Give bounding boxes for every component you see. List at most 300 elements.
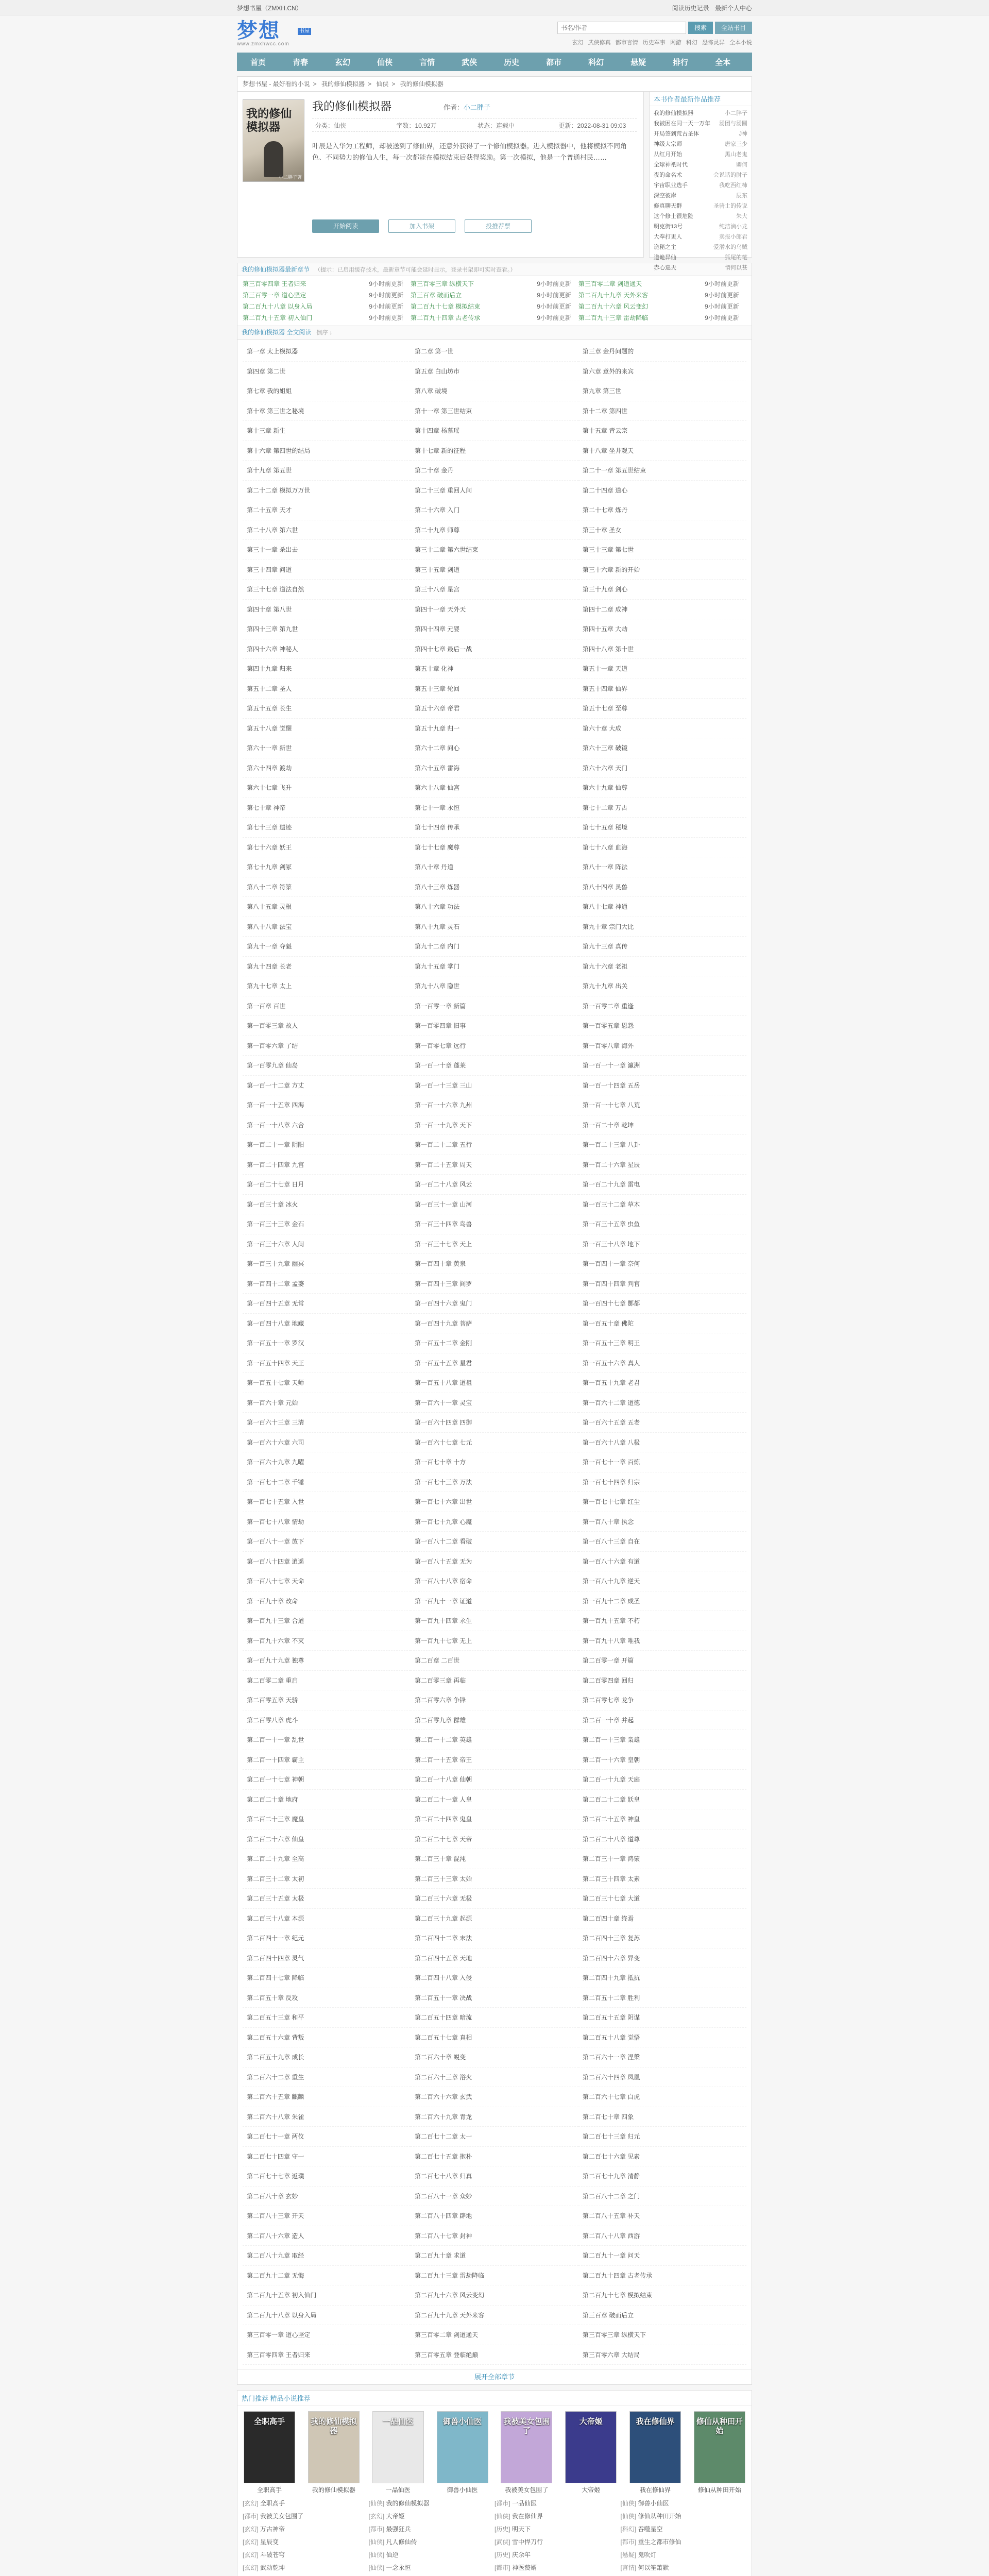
hot-book-name[interactable]: 大帝姬 [582, 2486, 601, 2494]
chapter-link[interactable]: 第三百零一章 道心坚定 [243, 2325, 411, 2345]
chapter-link[interactable]: 第一百七十二章 千锤 [243, 1472, 411, 1493]
chapter-link[interactable]: 第一百三十二章 草木 [578, 1195, 746, 1215]
chapter-link[interactable]: 第二百八十九章 取经 [243, 2246, 411, 2266]
chapter-link[interactable]: 第一百零五章 恩怨 [578, 1016, 746, 1036]
chapter-link[interactable]: 第一百九十一章 证道 [411, 1591, 578, 1612]
hot-list-item[interactable] [621, 2497, 747, 2510]
hot-list-item[interactable] [369, 2510, 495, 2523]
chapter-link[interactable]: 第一百六十二章 道德 [578, 1393, 746, 1413]
chapter-link[interactable]: 第六十二章 问心 [411, 738, 578, 758]
hot-book[interactable] [500, 2411, 553, 2494]
sidebar-book-item[interactable] [654, 201, 747, 211]
chapter-link[interactable]: 第九十九章 出关 [578, 976, 746, 996]
chapter-link[interactable]: 第一百八十一章 放下 [243, 1532, 411, 1552]
latest-chapter-title[interactable]: 第三百零一章 道心坚定 [243, 292, 306, 299]
chapter-link[interactable]: 第八十三章 炼器 [411, 877, 578, 897]
chapter-link[interactable]: 第二十九章 师尊 [411, 520, 578, 540]
chapter-link[interactable]: 第二百三十六章 无极 [411, 1889, 578, 1909]
chapter-link[interactable]: 第一百三十九章 幽冥 [243, 1254, 411, 1274]
chapter-link[interactable]: 第一百八十九章 逆天 [578, 1571, 746, 1591]
nav-item[interactable]: 悬疑 [630, 58, 646, 67]
chapter-link[interactable]: 第五十六章 帝君 [411, 699, 578, 719]
chapter-link[interactable]: 第一百九十章 改命 [243, 1591, 411, 1612]
chapter-link[interactable]: 第一百四十五章 无常 [243, 1294, 411, 1314]
hot-book-cover[interactable]: 一品仙医 [372, 2411, 424, 2483]
nav-item[interactable]: 历史 [504, 58, 520, 67]
chapter-link[interactable]: 第二百零七章 龙争 [578, 1690, 746, 1710]
latest-chapter[interactable] [243, 301, 411, 312]
chapter-link[interactable]: 第四十六章 神秘人 [243, 639, 411, 659]
chapter-link[interactable]: 第一百七十八章 情劫 [243, 1512, 411, 1532]
hot-list-item[interactable] [243, 2510, 369, 2523]
chapter-link[interactable]: 第一百七十四章 归宗 [578, 1472, 746, 1493]
chapter-link[interactable]: 第九十六章 老祖 [578, 957, 746, 977]
chapter-link[interactable]: 第二百六十八章 朱雀 [243, 2107, 411, 2127]
chapter-link[interactable]: 第九十三章 真传 [578, 937, 746, 957]
chapter-link[interactable]: 第二百七十八章 归真 [411, 2166, 578, 2187]
search-button[interactable]: 搜索 [688, 22, 713, 34]
hot-list-title[interactable]: 何以笙箫默 [638, 2564, 669, 2571]
chapter-link[interactable]: 第一百七十五章 入世 [243, 1492, 411, 1512]
chapter-link[interactable]: 第一百九十二章 成圣 [578, 1591, 746, 1612]
chapter-link[interactable]: 第二百一十六章 皇朝 [578, 1750, 746, 1770]
sidebar-book-title[interactable]: 大奉打更人 [654, 234, 682, 240]
hot-book-name[interactable]: 我的修仙模拟器 [312, 2486, 355, 2494]
latest-chapter-title[interactable]: 第二百九十四章 古老传承 [410, 314, 481, 321]
site-logo[interactable]: 梦想 书屋 www.zmxhwcc.com [237, 21, 314, 47]
hot-list-title[interactable]: 我被美女包围了 [260, 2513, 304, 2520]
latest-chapter[interactable] [578, 290, 746, 301]
chapter-link[interactable]: 第二十五章 天才 [243, 500, 411, 520]
chapter-link[interactable]: 第一百三十四章 鸟兽 [411, 1214, 578, 1234]
chapter-link[interactable]: 第一百六十六章 六司 [243, 1433, 411, 1453]
chapter-link[interactable]: 第七十四章 传承 [411, 818, 578, 838]
chapter-link[interactable]: 第一百三十七章 天上 [411, 1234, 578, 1255]
chapter-link[interactable]: 第八十章 丹道 [411, 857, 578, 877]
hot-book[interactable] [307, 2411, 361, 2494]
hotword[interactable]: 网游 [670, 40, 681, 46]
chapter-link[interactable]: 第一百二十章 乾坤 [578, 1115, 746, 1136]
chapter-link[interactable]: 第二百七十四章 守一 [243, 2147, 411, 2167]
hot-list-title[interactable]: 修仙从种田开始 [638, 2513, 681, 2520]
hot-book[interactable] [436, 2411, 489, 2494]
hotword[interactable]: 全本小说 [729, 40, 752, 46]
chapter-link[interactable]: 第二十三章 重回人间 [411, 481, 578, 501]
chapter-link[interactable]: 第二百五十章 反攻 [243, 1988, 411, 2008]
hot-list-item[interactable] [621, 2523, 747, 2536]
chapter-link[interactable]: 第二百六十六章 玄武 [411, 2087, 578, 2107]
chapter-link[interactable]: 第二十八章 第六世 [243, 520, 411, 540]
chapter-link[interactable]: 第二百七十九章 清静 [578, 2166, 746, 2187]
chapter-link[interactable]: 第八十八章 法宝 [243, 917, 411, 937]
chapter-link[interactable]: 第二百二十五章 神皇 [578, 1809, 746, 1829]
hot-list-title[interactable]: 庆余年 [512, 2551, 531, 2558]
chapter-link[interactable]: 第二百一十三章 枭雄 [578, 1730, 746, 1750]
chapter-link[interactable]: 第一百五十四章 天王 [243, 1353, 411, 1374]
nav-item[interactable]: 青春 [293, 58, 309, 67]
chapter-link[interactable]: 第一百八十三章 自在 [578, 1532, 746, 1552]
nav-item[interactable]: 言情 [419, 58, 435, 67]
chapter-link[interactable]: 第一百二十一章 阴阳 [243, 1135, 411, 1155]
chapter-link[interactable]: 第二百二十四章 鬼皇 [411, 1809, 578, 1829]
sidebar-book-title[interactable]: 我被困在同一天一万年 [654, 121, 710, 127]
chapter-link[interactable]: 第一百七十三章 万法 [411, 1472, 578, 1493]
chapter-link[interactable]: 第二百八十七章 封神 [411, 2226, 578, 2246]
chapter-link[interactable]: 第二百九十四章 古老传承 [578, 2266, 746, 2286]
hot-book-cover[interactable]: 我被美女包围了 [501, 2411, 552, 2483]
latest-chapter-title[interactable]: 第二百九十七章 模拟结束 [410, 303, 481, 310]
nav-item[interactable]: 全本 [715, 58, 731, 67]
chapter-link[interactable]: 第二百零四章 回归 [578, 1671, 746, 1691]
chapter-link[interactable]: 第一百一十四章 五岳 [578, 1076, 746, 1096]
chapter-link[interactable]: 第三章 金丹问题的 [578, 342, 746, 362]
chapter-link[interactable]: 第一百九十五章 不朽 [578, 1611, 746, 1631]
chapter-link[interactable]: 第九十四章 长老 [243, 957, 411, 977]
chapter-link[interactable]: 第一百九十九章 独尊 [243, 1651, 411, 1671]
latest-chapter-title[interactable]: 第二百九十八章 以身入局 [243, 303, 313, 310]
chapter-link[interactable]: 第一百零七章 远行 [411, 1036, 578, 1056]
sidebar-book-item[interactable] [654, 170, 747, 180]
chapter-link[interactable]: 第一百零三章 故人 [243, 1016, 411, 1036]
chapter-link[interactable]: 第一百零六章 了结 [243, 1036, 411, 1056]
chapter-link[interactable]: 第二百七十五章 抱朴 [411, 2147, 578, 2167]
chapter-link[interactable]: 第二百八十一章 众妙 [411, 2187, 578, 2207]
chapter-link[interactable]: 第五十七章 至尊 [578, 699, 746, 719]
chapter-link[interactable]: 第二百一十八章 仙朝 [411, 1770, 578, 1790]
chapter-link[interactable]: 第一百三十六章 人间 [243, 1234, 411, 1255]
hot-book-cover[interactable]: 全职高手 [244, 2411, 295, 2483]
start-reading-button[interactable]: 开始阅读 [312, 219, 379, 233]
hot-list-title[interactable]: 雪中悍刀行 [512, 2538, 543, 2546]
chapter-link[interactable]: 第一百八十六章 有道 [578, 1552, 746, 1572]
sidebar-book-item[interactable] [654, 129, 747, 139]
chapter-link[interactable]: 第三十三章 第七世 [578, 540, 746, 560]
sidebar-book-item[interactable] [654, 252, 747, 263]
hot-list-item[interactable] [369, 2562, 495, 2574]
latest-chapter-title[interactable]: 第三百零三章 纵横天下 [410, 280, 474, 287]
sidebar-book-title[interactable]: 开局签到荒古圣体 [654, 131, 699, 137]
author-link[interactable]: 小二胖子 [464, 104, 491, 111]
chapter-link[interactable]: 第三十章 圣女 [578, 520, 746, 540]
chapter-link[interactable]: 第二百七十七章 返璞 [243, 2166, 411, 2187]
sidebar-book-title[interactable]: 明克街13号 [654, 224, 683, 230]
hot-list-title[interactable]: 全职高手 [260, 2500, 285, 2507]
chapter-link[interactable]: 第四十九章 归来 [243, 659, 411, 679]
chapter-link[interactable]: 第二百六十二章 重生 [243, 2067, 411, 2088]
chapter-link[interactable]: 第三百零五章 登临绝巅 [411, 2345, 578, 2365]
chapter-link[interactable]: 第二百九十七章 模拟结束 [578, 2285, 746, 2306]
chapter-link[interactable]: 第六十三章 破镜 [578, 738, 746, 758]
chapter-link[interactable]: 第二百六十三章 浴火 [411, 2067, 578, 2088]
chapter-link[interactable]: 第一百七十一章 百炼 [578, 1452, 746, 1472]
latest-chapter[interactable] [243, 290, 411, 301]
recommend-button[interactable]: 投推荐票 [465, 219, 532, 233]
chapter-link[interactable]: 第一百五十八章 道祖 [411, 1373, 578, 1393]
chapter-link[interactable]: 第一百九十七章 无上 [411, 1631, 578, 1651]
chapter-link[interactable]: 第八十九章 灵石 [411, 917, 578, 937]
chapter-link[interactable]: 第七十二章 万古 [578, 798, 746, 818]
chapter-link[interactable]: 第一百一十七章 八荒 [578, 1095, 746, 1115]
chapter-link[interactable]: 第八十四章 灵兽 [578, 877, 746, 897]
sidebar-book-item[interactable] [654, 139, 747, 149]
hot-book-cover[interactable]: 大帝姬 [565, 2411, 617, 2483]
hot-list-item[interactable] [369, 2497, 495, 2510]
sidebar-book-title[interactable]: 从红月开始 [654, 151, 682, 158]
hot-book-cover[interactable]: 我的修仙模拟器 [308, 2411, 360, 2483]
latest-chapter[interactable] [578, 278, 746, 290]
chapter-link[interactable]: 第二百三十七章 大道 [578, 1889, 746, 1909]
sidebar-book-title[interactable]: 诡秘之主 [654, 244, 676, 250]
chapter-link[interactable]: 第一百八十章 执念 [578, 1512, 746, 1532]
hotword[interactable]: 历史军事 [642, 40, 666, 46]
chapter-link[interactable]: 第二十章 金丹 [411, 461, 578, 481]
hot-list-item[interactable] [621, 2549, 747, 2562]
chapter-link[interactable]: 第一百五十章 佛陀 [578, 1314, 746, 1334]
latest-chapter[interactable] [411, 278, 578, 290]
chapter-link[interactable]: 第六十一章 新世 [243, 738, 411, 758]
chapter-link[interactable]: 第二百九十章 求道 [411, 2246, 578, 2266]
chapter-link[interactable]: 第二百五十三章 和平 [243, 2008, 411, 2028]
chapter-link[interactable]: 第一百四十四章 判官 [578, 1274, 746, 1294]
nav-item[interactable]: 科幻 [588, 58, 604, 67]
chapter-link[interactable]: 第二百零五章 天骄 [243, 1690, 411, 1710]
hot-book-name[interactable]: 修仙从种田开始 [697, 2486, 741, 2494]
sidebar-book-item[interactable] [654, 118, 747, 129]
chapter-link[interactable]: 第二百七十六章 见素 [578, 2147, 746, 2167]
chapter-link[interactable]: 第七章 我的姐姐 [243, 381, 411, 401]
hot-list-item[interactable] [494, 2510, 621, 2523]
chapter-link[interactable]: 第二百五十五章 阴谋 [578, 2008, 746, 2028]
chapter-link[interactable]: 第一百一十六章 九州 [411, 1095, 578, 1115]
chapter-link[interactable]: 第一百一十章 蓬莱 [411, 1056, 578, 1076]
chapter-link[interactable]: 第七十八章 血海 [578, 838, 746, 858]
all-books-button[interactable]: 全站书目 [715, 22, 752, 34]
chapter-link[interactable]: 第八十七章 神通 [578, 897, 746, 917]
nav-item[interactable]: 仙侠 [377, 58, 393, 67]
latest-chapter-title[interactable]: 第二百九十五章 初入仙门 [243, 314, 313, 321]
chapter-link[interactable]: 第一百九十八章 唯我 [578, 1631, 746, 1651]
chapter-link[interactable]: 第二百五十六章 背叛 [243, 2028, 411, 2048]
hotword[interactable]: 玄幻 [572, 40, 584, 46]
chapter-link[interactable]: 第四章 第二世 [243, 362, 411, 382]
chapter-link[interactable]: 第二百六十五章 麒麟 [243, 2087, 411, 2107]
chapter-link[interactable]: 第一百四十章 黄泉 [411, 1254, 578, 1274]
hot-list-title[interactable]: 仙逆 [386, 2551, 399, 2558]
chapter-link[interactable]: 第九十一章 夺魁 [243, 937, 411, 957]
chapter-link[interactable]: 第一百六十九章 九曜 [243, 1452, 411, 1472]
chapter-link[interactable]: 第七十三章 遗迹 [243, 818, 411, 838]
hot-list-item[interactable] [243, 2549, 369, 2562]
chapter-link[interactable]: 第二百七十二章 太一 [411, 2127, 578, 2147]
chapter-link[interactable]: 第三百零三章 纵横天下 [578, 2325, 746, 2345]
chapter-link[interactable]: 第一百三十三章 金石 [243, 1214, 411, 1234]
chapter-link[interactable]: 第一百六十一章 灵宝 [411, 1393, 578, 1413]
latest-chapter[interactable] [578, 301, 746, 312]
reading-history-link[interactable]: 阅读历史记录 [672, 4, 709, 12]
chapter-link[interactable]: 第二十一章 第五世结束 [578, 461, 746, 481]
chapter-link[interactable]: 第一百二十七章 日月 [243, 1175, 411, 1195]
chapter-link[interactable]: 第一百二十八章 风云 [411, 1175, 578, 1195]
hot-list-item[interactable] [621, 2562, 747, 2574]
latest-chapter[interactable] [243, 312, 411, 324]
chapter-link[interactable]: 第二百四十七章 降临 [243, 1968, 411, 1988]
chapter-link[interactable]: 第三百零四章 王者归来 [243, 2345, 411, 2365]
chapter-link[interactable]: 第二百四十章 终焉 [578, 1909, 746, 1929]
chapter-link[interactable]: 第三十一章 杀出去 [243, 540, 411, 560]
sidebar-book-title[interactable]: 赤心巡天 [654, 265, 676, 271]
hot-list-title[interactable]: 重生之都市修仙 [638, 2538, 681, 2546]
chapter-link[interactable]: 第二百五十二章 胜利 [578, 1988, 746, 2008]
chapter-link[interactable]: 第五十章 化神 [411, 659, 578, 679]
chapter-link[interactable]: 第十三章 新生 [243, 421, 411, 441]
chapter-link[interactable]: 第二百二十二章 妖皇 [578, 1790, 746, 1810]
chapter-link[interactable]: 第四十章 第八世 [243, 600, 411, 620]
chapter-link[interactable]: 第七十五章 秘境 [578, 818, 746, 838]
hot-list-item[interactable] [243, 2497, 369, 2510]
chapter-link[interactable]: 第二百一十五章 帝王 [411, 1750, 578, 1770]
chapter-link[interactable]: 第六十六章 天门 [578, 758, 746, 778]
chapter-link[interactable]: 第六章 意外的来宾 [578, 362, 746, 382]
chapter-link[interactable]: 第一百一十五章 四海 [243, 1095, 411, 1115]
chapter-link[interactable]: 第二十四章 道心 [578, 481, 746, 501]
chapter-link[interactable]: 第一百六十三章 三清 [243, 1413, 411, 1433]
search-input[interactable] [557, 22, 686, 34]
chapter-link[interactable]: 第五十二章 圣人 [243, 679, 411, 699]
chapter-link[interactable]: 第一百一十一章 瀛洲 [578, 1056, 746, 1076]
chapter-link[interactable]: 第二百三十一章 鸿蒙 [578, 1849, 746, 1869]
latest-chapter-title[interactable]: 第三百章 破而后立 [410, 292, 462, 299]
sidebar-book-item[interactable] [654, 222, 747, 232]
chapter-link[interactable]: 第三十七章 道法自然 [243, 580, 411, 600]
hot-list-item[interactable] [369, 2536, 495, 2549]
book-cover[interactable]: 我的修仙模拟器 小二胖子著 [243, 99, 304, 182]
chapter-link[interactable]: 第二百四十三章 复苏 [578, 1928, 746, 1948]
chapter-link[interactable]: 第十七章 新的征程 [411, 441, 578, 461]
chapter-link[interactable]: 第七十章 神帝 [243, 798, 411, 818]
chapter-link[interactable]: 第三十六章 新的开始 [578, 560, 746, 580]
chapter-link[interactable]: 第二百章 二百世 [411, 1651, 578, 1671]
chapter-link[interactable]: 第一百零九章 仙岛 [243, 1056, 411, 1076]
chapter-link[interactable]: 第三十五章 剑道 [411, 560, 578, 580]
hotword[interactable]: 科幻 [686, 40, 697, 46]
chapter-link[interactable]: 第三百零六章 大结局 [578, 2345, 746, 2365]
chapter-link[interactable]: 第一百六十章 元始 [243, 1393, 411, 1413]
chapter-link[interactable]: 第二百九十八章 以身入局 [243, 2306, 411, 2326]
hot-list-item[interactable] [243, 2523, 369, 2536]
chapter-link[interactable]: 第二百二十九章 至高 [243, 1849, 411, 1869]
chapter-link[interactable]: 第一百九十六章 不灭 [243, 1631, 411, 1651]
chapter-link[interactable]: 第八十六章 功法 [411, 897, 578, 917]
nav-item[interactable]: 首页 [250, 58, 266, 67]
chapter-link[interactable]: 第四十一章 天外天 [411, 600, 578, 620]
hot-book[interactable] [564, 2411, 618, 2494]
hot-book-cover[interactable]: 我在修仙界 [629, 2411, 681, 2483]
chapter-link[interactable]: 第二百零一章 开篇 [578, 1651, 746, 1671]
hot-list-title[interactable]: 最强狂兵 [386, 2526, 411, 2533]
hot-list-title[interactable]: 我的修仙模拟器 [386, 2500, 430, 2507]
hotword[interactable]: 武侠修真 [588, 40, 611, 46]
chapter-link[interactable]: 第二百四十六章 异变 [578, 1948, 746, 1969]
hot-list-title[interactable]: 御兽小仙医 [638, 2500, 669, 2507]
chapter-link[interactable]: 第十五章 青云宗 [578, 421, 746, 441]
chapter-link[interactable]: 第一百三十八章 地下 [578, 1234, 746, 1255]
nav-item[interactable]: 武侠 [462, 58, 478, 67]
chapter-link[interactable]: 第六十七章 飞升 [243, 778, 411, 798]
chapter-link[interactable]: 第二百九十二章 无悔 [243, 2266, 411, 2286]
hot-list-title[interactable]: 鬼吹灯 [638, 2551, 657, 2558]
hot-book-name[interactable]: 御兽小仙医 [447, 2486, 478, 2494]
chapter-link[interactable]: 第二百八十六章 造人 [243, 2226, 411, 2246]
sidebar-book-item[interactable] [654, 263, 747, 273]
chapter-link[interactable]: 第二百二十章 地府 [243, 1790, 411, 1810]
chapter-link[interactable]: 第六十五章 雷海 [411, 758, 578, 778]
chapter-link[interactable]: 第二百六十九章 青龙 [411, 2107, 578, 2127]
chapter-link[interactable]: 第二百一十二章 英雄 [411, 1730, 578, 1750]
chapter-link[interactable]: 第一百一十三章 三山 [411, 1076, 578, 1096]
hot-list-item[interactable] [494, 2549, 621, 2562]
chapter-link[interactable]: 第四十八章 第十世 [578, 639, 746, 659]
chapter-link[interactable]: 第一百四十一章 奈何 [578, 1254, 746, 1274]
chapter-link[interactable]: 第十二章 第四世 [578, 401, 746, 421]
nav-item[interactable]: 玄幻 [335, 58, 351, 67]
hot-list-title[interactable]: 一念永恒 [386, 2564, 411, 2571]
chapter-link[interactable]: 第二百二十八章 道尊 [578, 1829, 746, 1850]
chapter-link[interactable]: 第七十九章 剑冢 [243, 857, 411, 877]
chapter-link[interactable]: 第一百五十五章 星君 [411, 1353, 578, 1374]
chapter-link[interactable]: 第一百五十六章 真人 [578, 1353, 746, 1374]
latest-chapter[interactable] [411, 301, 578, 312]
chapter-link[interactable]: 第九十八章 隐世 [411, 976, 578, 996]
chapter-link[interactable]: 第一百五十七章 天师 [243, 1373, 411, 1393]
hot-list-item[interactable] [621, 2536, 747, 2549]
chapter-link[interactable]: 第三百零二章 剑道通天 [411, 2325, 578, 2345]
hot-book-cover[interactable]: 御兽小仙医 [437, 2411, 488, 2483]
hot-list-title[interactable]: 一品仙医 [512, 2500, 537, 2507]
chapter-link[interactable]: 第一百六十四章 四御 [411, 1413, 578, 1433]
chapter-link[interactable]: 第二百一十四章 霸主 [243, 1750, 411, 1770]
chapter-link[interactable]: 第二百七十三章 归元 [578, 2127, 746, 2147]
chapter-link[interactable]: 第二十二章 模拟万万世 [243, 481, 411, 501]
hot-list-item[interactable] [621, 2510, 747, 2523]
chapter-link[interactable]: 第五十四章 仙界 [578, 679, 746, 699]
chapter-link[interactable]: 第二百一十九章 天庭 [578, 1770, 746, 1790]
chapter-link[interactable]: 第二百二十三章 魔皇 [243, 1809, 411, 1829]
chapter-link[interactable]: 第二百六十一章 涅槃 [578, 2047, 746, 2067]
chapter-link[interactable]: 第二百三十三章 太始 [411, 1869, 578, 1889]
sidebar-book-title[interactable]: 这个修士很危险 [654, 213, 693, 219]
chapter-link[interactable]: 第二百零二章 重启 [243, 1671, 411, 1691]
chapter-link[interactable]: 第二百一十七章 神朝 [243, 1770, 411, 1790]
chapter-link[interactable]: 第二百四十二章 末法 [411, 1928, 578, 1948]
chapter-link[interactable]: 第十九章 第五世 [243, 461, 411, 481]
chapter-link[interactable]: 第八十二章 符箓 [243, 877, 411, 897]
latest-chapter-title[interactable]: 第二百九十六章 风云变幻 [578, 303, 649, 310]
chapter-link[interactable]: 第二百六十七章 白虎 [578, 2087, 746, 2107]
hot-book-name[interactable]: 全职高手 [257, 2486, 282, 2494]
chapter-link[interactable]: 第二百三十九章 起源 [411, 1909, 578, 1929]
chapter-link[interactable]: 第一百八十二章 看破 [411, 1532, 578, 1552]
hot-book[interactable] [371, 2411, 425, 2494]
chapter-link[interactable]: 第七十一章 永恒 [411, 798, 578, 818]
chapter-link[interactable]: 第二十六章 入门 [411, 500, 578, 520]
sidebar-book-title[interactable]: 修真聊天群 [654, 203, 682, 209]
chapter-link[interactable]: 第五十八章 觉醒 [243, 719, 411, 739]
chapter-link[interactable]: 第一百二十三章 八卦 [578, 1135, 746, 1155]
chapter-link[interactable]: 第九十章 宗门大比 [578, 917, 746, 937]
chapter-link[interactable]: 第二百五十一章 决战 [411, 1988, 578, 2008]
user-center-link[interactable]: 最新个人中心 [714, 4, 752, 12]
hot-list-item[interactable] [369, 2549, 495, 2562]
